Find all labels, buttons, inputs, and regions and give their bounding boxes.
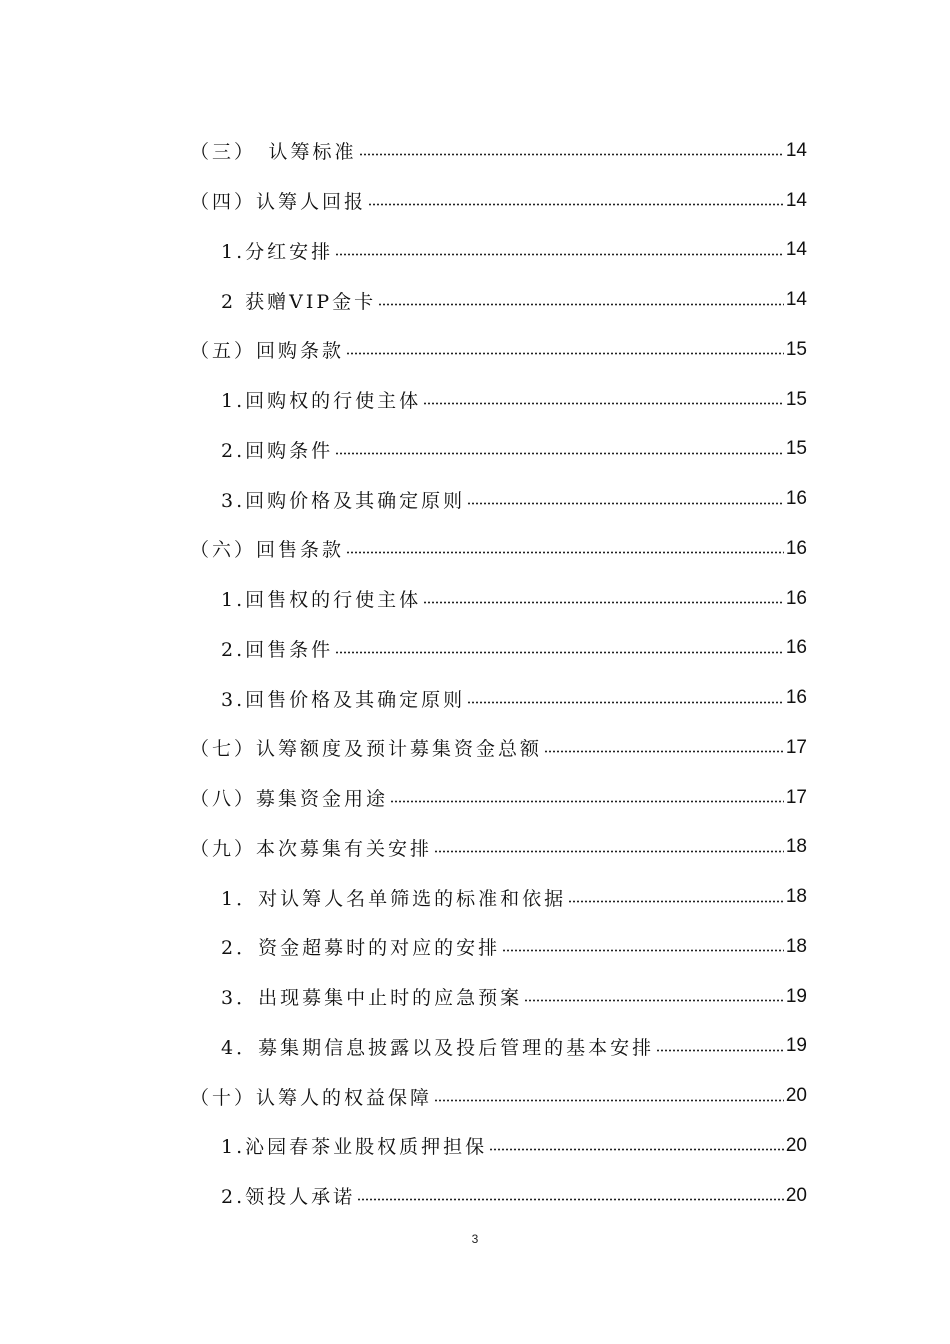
page-number: 3 (471, 1232, 479, 1246)
toc-entry[interactable] (190, 773, 807, 823)
toc-entry[interactable] (190, 1171, 807, 1221)
toc-entry-label: 3.回售价格及其确定原则 (221, 688, 466, 711)
toc-entry-label: （九）本次募集有关安排 (190, 837, 433, 860)
toc-entry[interactable] (190, 275, 807, 325)
toc-entry-page: 19 (785, 1035, 807, 1057)
dot-leader (489, 1148, 784, 1151)
toc-entry-label: 1．对认筹人名单筛选的标准和依据 (221, 887, 567, 910)
toc-entry-page: 16 (785, 537, 807, 559)
dot-leader (434, 850, 784, 853)
dot-leader (335, 452, 784, 455)
toc-entry[interactable] (190, 524, 807, 574)
dot-leader (335, 253, 784, 256)
toc-entry-label: （八）募集资金用途 (190, 788, 389, 811)
toc-entry-label: 2.回售条件 (221, 638, 334, 661)
toc-entry-page: 20 (785, 1085, 807, 1107)
toc-entry-label: 2 获赠VIP金卡 (221, 290, 377, 313)
dot-leader (359, 153, 784, 156)
toc-entry-label: 2．资金超募时的对应的安排 (221, 937, 501, 960)
toc-entry-page: 15 (785, 388, 807, 410)
dot-leader (346, 352, 784, 355)
toc-entry-page: 14 (785, 289, 807, 311)
toc-entry[interactable] (190, 872, 807, 922)
toc-entry[interactable] (190, 375, 807, 425)
toc-entry[interactable] (190, 673, 807, 723)
toc-entry[interactable] (190, 1071, 807, 1121)
dot-leader (423, 402, 784, 405)
dot-leader (368, 203, 784, 206)
dot-leader (524, 999, 784, 1002)
dot-leader (544, 750, 784, 753)
toc-entry-page: 14 (785, 189, 807, 211)
dot-leader (390, 800, 784, 803)
toc-entry[interactable] (190, 922, 807, 972)
toc-entry-label: 2.回购条件 (221, 439, 334, 462)
toc-entry-label: 1.分红安排 (221, 240, 334, 263)
dot-leader (467, 701, 784, 704)
toc-entry-label: （七）认筹额度及预计募集资金总额 (190, 738, 543, 761)
toc-entry-page: 18 (785, 836, 807, 858)
dot-leader (346, 551, 784, 554)
dot-leader (467, 502, 784, 505)
toc-entry-page: 18 (785, 886, 807, 908)
toc-entry-page: 16 (785, 637, 807, 659)
toc-entry-label: 1.回购权的行使主体 (221, 390, 422, 413)
toc-entry-page: 15 (785, 438, 807, 460)
toc-entry[interactable] (190, 823, 807, 873)
toc-entry-label: （六）回售条款 (190, 539, 345, 562)
toc-entry[interactable] (190, 474, 807, 524)
toc-entry-page: 20 (785, 1134, 807, 1156)
toc-entry-label: （三） 认筹标准 (190, 141, 357, 164)
toc-entry-page: 19 (785, 985, 807, 1007)
toc-entry-label: 3．出现募集中止时的应急预案 (221, 987, 523, 1010)
dot-leader (423, 601, 784, 604)
toc-entry[interactable] (190, 723, 807, 773)
toc-entry[interactable] (190, 226, 807, 276)
dot-leader (502, 949, 784, 952)
dot-leader (335, 651, 784, 654)
toc-entry[interactable] (190, 1121, 807, 1171)
toc-entry-page: 17 (785, 786, 807, 808)
toc-entry-page: 20 (785, 1184, 807, 1206)
dot-leader (434, 1099, 784, 1102)
toc-entry-label: 4．募集期信息披露以及投后管理的基本安排 (221, 1036, 655, 1059)
toc-entry-label: 2.领投人承诺 (221, 1186, 356, 1209)
toc-entry-label: （四）认筹人回报 (190, 191, 367, 214)
toc-entry[interactable] (190, 176, 807, 226)
dot-leader (378, 303, 784, 306)
toc-entry-label: （十）认筹人的权益保障 (190, 1086, 433, 1109)
toc-entry-label: （五）回购条款 (190, 340, 345, 363)
toc-entry[interactable] (190, 1022, 807, 1072)
dot-leader (656, 1049, 784, 1052)
toc-entry-label: 1.沁园春茶业股权质押担保 (221, 1136, 488, 1159)
toc-entry[interactable] (190, 425, 807, 475)
table-of-contents (190, 126, 807, 1221)
toc-entry-page: 17 (785, 736, 807, 758)
toc-entry[interactable] (190, 574, 807, 624)
toc-entry-label: 3.回购价格及其确定原则 (221, 489, 466, 512)
dot-leader (357, 1198, 784, 1201)
toc-entry-page: 16 (785, 488, 807, 510)
toc-entry[interactable] (190, 972, 807, 1022)
toc-entry-page: 14 (785, 239, 807, 261)
toc-entry-page: 16 (785, 587, 807, 609)
toc-entry-page: 18 (785, 935, 807, 957)
toc-entry-page: 15 (785, 338, 807, 360)
dot-leader (568, 900, 784, 903)
toc-entry-label: 1.回售权的行使主体 (221, 589, 422, 612)
toc-entry[interactable] (190, 624, 807, 674)
toc-entry[interactable] (190, 325, 807, 375)
toc-entry-page: 16 (785, 687, 807, 709)
toc-entry-page: 14 (785, 139, 807, 161)
toc-entry[interactable] (190, 126, 807, 176)
